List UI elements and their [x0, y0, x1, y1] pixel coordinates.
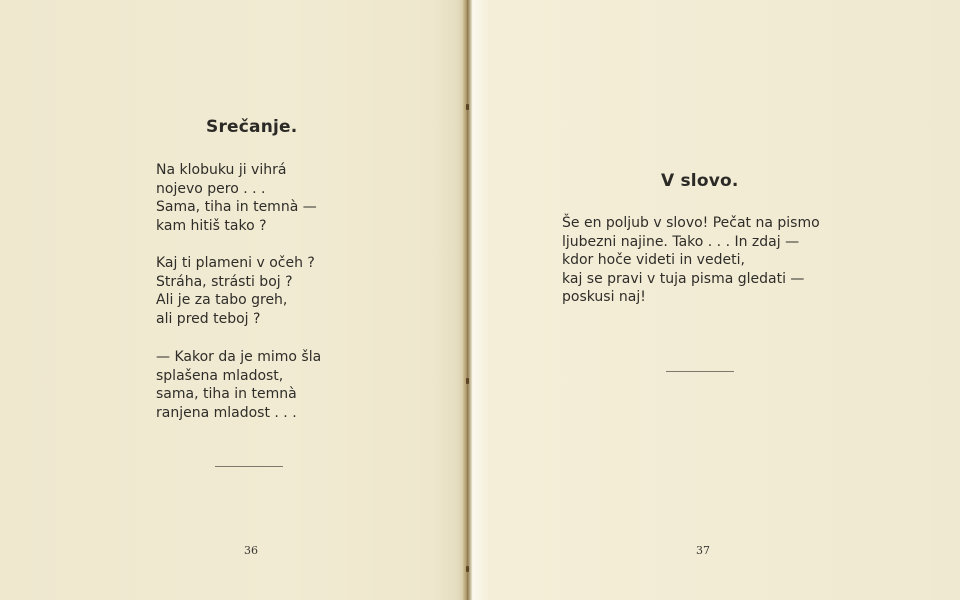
page-number: 37 — [696, 544, 710, 557]
page-number: 36 — [244, 544, 258, 557]
verse-line: — Kakor da je mimo šla — [156, 349, 322, 365]
verse-line: Stráha, strásti boj ? — [156, 273, 293, 290]
verse-line: Na klobuku ji vihrá — [156, 162, 287, 178]
verse-line: nojevo pero . . . — [156, 180, 266, 197]
stanza — [156, 348, 321, 422]
stanza — [156, 161, 317, 235]
poem-title: Srečanje. — [206, 117, 298, 137]
right-page — [472, 0, 960, 600]
left-page — [0, 0, 462, 600]
binding-stitch — [466, 104, 469, 110]
section-divider — [666, 371, 734, 372]
verse-line: kam hitiš tako ? — [156, 217, 267, 234]
verse-line: Sama, tiha in temnà — — [156, 199, 317, 215]
verse-line: Še en poljub v slovo! Pečat na pismo — [562, 215, 820, 231]
verse-line: Ali je za tabo greh, — [156, 292, 288, 308]
verse-line: kdor hoče videti in vedeti, — [562, 252, 745, 268]
book-spine — [462, 0, 472, 600]
verse-line: sama, tiha in temnà — [156, 386, 297, 402]
verse-line: ljubezni najine. Tako . . . In zdaj — — [562, 233, 800, 250]
verse-line: kaj se pravi v tuja pisma gledati — — [562, 270, 805, 287]
stanza — [156, 254, 315, 328]
verse-line: splašena mladost, — [156, 367, 284, 384]
binding-stitch — [466, 566, 469, 572]
verse-line: poskusi naj! — [562, 289, 646, 305]
section-divider — [215, 466, 283, 467]
stanza — [562, 214, 820, 307]
poem-title: V slovo. — [661, 171, 739, 191]
verse-line: ranjena mladost . . . — [156, 404, 297, 421]
binding-stitch — [466, 378, 469, 384]
verse-line: Kaj ti plameni v očeh ? — [156, 255, 315, 271]
verse-line: ali pred teboj ? — [156, 310, 261, 327]
